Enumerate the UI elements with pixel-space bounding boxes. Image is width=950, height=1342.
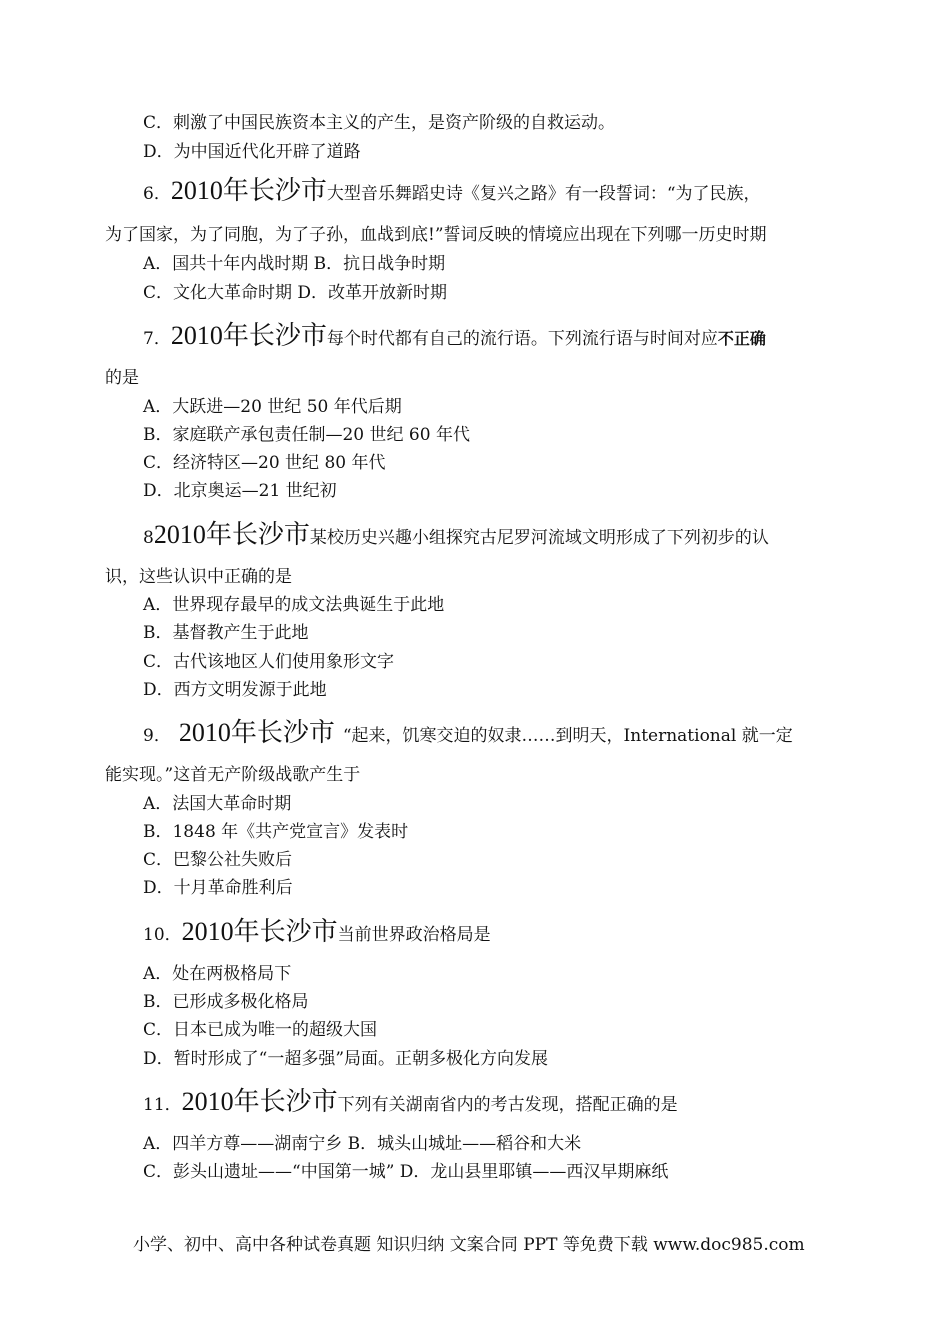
question-8-stem-cont: 识，这些认识中正确的是 (105, 567, 292, 587)
source-tag: 2010年长沙市 (170, 176, 327, 205)
option-b: B．已形成多极化格局 (143, 992, 309, 1012)
option-a: A．大跃进—20 世纪 50 年代后期 (143, 397, 402, 417)
question-number: 9． (143, 726, 171, 746)
option-a: A．处在两极格局下 (143, 964, 292, 984)
question-number: 7． (143, 329, 171, 349)
question-number: 8 (143, 528, 154, 548)
source-tag: 2010年长沙市 (181, 917, 338, 946)
option-c: C．日本已成为唯一的超级大国 (143, 1020, 378, 1040)
question-7-stem-cont: 的是 (105, 368, 139, 388)
question-text: 下列有关湖南省内的考古发现，搭配正确的是 (337, 1095, 678, 1115)
option-cd: C．文化大革命时期 D．改革开放新时期 (143, 283, 448, 303)
question-text: 当前世界政治格局是 (337, 925, 491, 945)
question-7-stem (143, 321, 766, 350)
option-d: D．十月革命胜利后 (143, 878, 293, 898)
question-10-stem (143, 917, 491, 946)
footer-text: 小学、初中、高中各种试卷真题 知识归纳 文案合同 PPT 等免费下载 www.doc985.com (133, 1235, 805, 1255)
question-8-stem (143, 520, 769, 549)
source-tag: 2010年长沙市 (178, 718, 335, 747)
question-text: 大型音乐舞蹈史诗《复兴之路》有一段誓词：“为了民族， (326, 184, 761, 204)
question-text: “起来，饥寒交迫的奴隶……到明天，International 就一定 (342, 726, 793, 746)
option-b: B．1848 年《共产党宣言》发表时 (143, 822, 409, 842)
option-a: A．法国大革命时期 (143, 794, 292, 814)
source-tag: 2010年长沙市 (170, 321, 327, 350)
question-9-stem-cont: 能实现。”这首无产阶级战歌产生于 (105, 765, 361, 785)
option-ab: A．国共十年内战时期 B．抗日战争时期 (143, 254, 446, 274)
option-d: D．暂时形成了“一超多强”局面。正朝多极化方向发展 (143, 1049, 549, 1069)
question-text: 某校历史兴趣小组探究古尼罗河流域文明形成了下列初步的认 (309, 528, 769, 548)
question-11-stem (143, 1087, 678, 1116)
option-b: B．基督教产生于此地 (143, 623, 309, 643)
option-ab: A．四羊方尊——湖南宁乡 B．城头山城址——稻谷和大米 (143, 1134, 582, 1154)
option-d: D．为中国近代化开辟了道路 (143, 142, 361, 162)
option-d: D．西方文明发源于此地 (143, 680, 327, 700)
option-d: D．北京奥运—21 世纪初 (143, 481, 337, 501)
option-c: C．刺激了中国民族资本主义的产生，是资产阶级的自救运动。 (143, 113, 616, 133)
emphasis-text: 不正确 (717, 329, 766, 348)
question-9-stem (143, 718, 793, 747)
question-number: 10． (143, 925, 182, 945)
option-c: C．巴黎公社失败后 (143, 850, 293, 870)
question-number: 6． (143, 184, 171, 204)
source-tag: 2010年长沙市 (181, 1087, 338, 1116)
option-a: A．世界现存最早的成文法典诞生于此地 (143, 595, 445, 615)
option-cd: C．彭头山遗址——“中国第一城” D．龙山县里耶镇——西汉早期麻纸 (143, 1162, 669, 1182)
question-number: 11． (143, 1095, 182, 1115)
option-b: B．家庭联产承包责任制—20 世纪 60 年代 (143, 425, 470, 445)
question-6-stem (143, 176, 761, 205)
option-c: C．古代该地区人们使用象形文字 (143, 652, 395, 672)
question-6-stem-cont: 为了国家，为了同胞，为了子孙，血战到底!”誓词反映的情境应出现在下列哪一历史时期 (105, 225, 767, 245)
option-c: C．经济特区—20 世纪 80 年代 (143, 453, 386, 473)
question-text: 每个时代都有自己的流行语。下列流行语与时间对应 (326, 329, 718, 349)
source-tag: 2010年长沙市 (153, 520, 310, 549)
